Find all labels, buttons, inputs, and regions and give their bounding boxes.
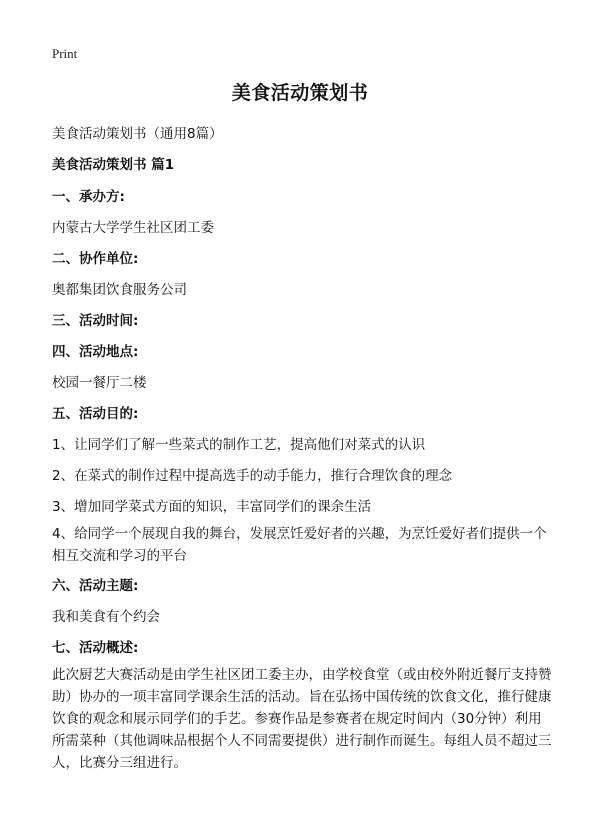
cooperator-text: 奥都集团饮食服务公司 — [52, 282, 187, 298]
purpose-item-2: 2、在菜式的制作过程中提高选手的动手能力，推行合理饮食的理念 — [52, 468, 453, 484]
purpose-heading: 五、活动目的: — [52, 406, 139, 422]
overview-heading: 七、活动概述: — [52, 640, 139, 656]
purpose-item-1: 1、让同学们了解一些菜式的制作工艺，提高他们对菜式的认识 — [52, 437, 426, 453]
print-link[interactable]: Print — [52, 46, 78, 61]
cooperator-heading: 二、协作单位: — [52, 251, 139, 267]
location-text: 校园一餐厅二楼 — [52, 375, 147, 391]
theme-heading: 六、活动主题: — [52, 578, 139, 594]
page-title: 美食活动策划书 — [231, 82, 369, 104]
chapter-heading: 美食活动策划书 篇1 — [52, 157, 175, 173]
purpose-item-3: 3、增加同学菜式方面的知识，丰富同学们的课余生活 — [52, 499, 372, 515]
theme-text: 我和美食有个约会 — [52, 609, 160, 625]
organizer-heading: 一、承办方: — [52, 189, 125, 205]
time-heading: 三、活动时间: — [52, 313, 139, 329]
location-heading: 四、活动地点: — [52, 344, 139, 360]
purpose-item-4: 4、给同学一个展现自我的舞台，发展烹饪爱好者的兴趣，为烹饪爱好者们提供一个相互交流和学习的平台 — [52, 526, 547, 564]
organizer-text: 内蒙古大学学生社区团工委 — [52, 220, 214, 236]
document-subtitle: 美食活动策划书（通用8篇） — [52, 126, 223, 142]
overview-text: 此次厨艺大赛活动是由学生社区团工委主办，由学校食堂（或由校外附近餐厅支持赞助）协办的一项丰富同学课余生活的活动。旨在弘扬中国传统的饮食文化，推行健康饮食的观念和展示同学们的手艺。参赛作品是参赛者在规定时间内（30分钟）利用所需菜种（其他调味品根据个人不同需要提供）进行制作而诞生。每组人员不超过三人，比赛分三组进行。 — [52, 667, 552, 771]
